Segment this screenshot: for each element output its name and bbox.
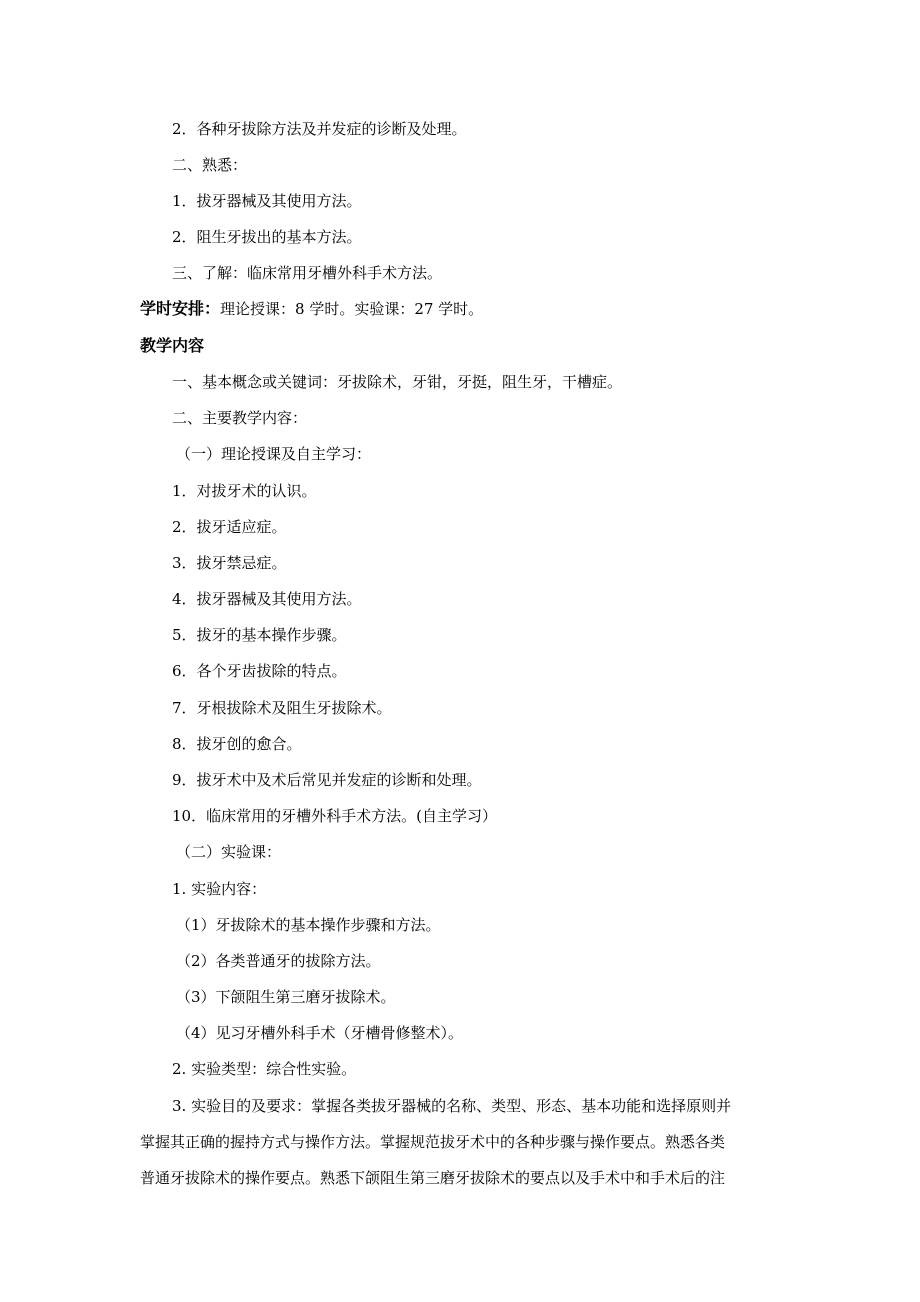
familiar-item-2: 2．阻生牙拔出的基本方法。 [172, 228, 362, 246]
theory-item-2: 2．拔牙适应症。 [172, 518, 287, 536]
theory-item-8: 8．拔牙创的愈合。 [172, 735, 302, 753]
theory-item-7: 7．牙根拔除术及阻生牙拔除术。 [172, 699, 392, 717]
theory-item-9: 9．拔牙术中及术后常见并发症的诊断和处理。 [172, 771, 482, 789]
lab-goal-line-3: 普通牙拔除术的操作要点。熟悉下颌阻生第三磨牙拔除术的要点以及手术中和手术后的注 [140, 1169, 726, 1187]
schedule-line [140, 299, 483, 319]
theory-item-4: 4．拔牙器械及其使用方法。 [172, 590, 362, 608]
lab-subheading: （二）实验课： [176, 843, 282, 861]
lab-content-heading: 1. 实验内容： [172, 880, 267, 898]
objective-item-2: 2．各种牙拔除方法及并发症的诊断及处理。 [172, 120, 467, 138]
section-title: 教学内容 [140, 336, 205, 355]
understand-heading: 三、了解：临床常用牙槽外科手术方法。 [172, 264, 443, 282]
lab-goal-line-2: 掌握其正确的握持方式与操作方法。掌握规范拔牙术中的各种步骤与操作要点。熟悉各类 [140, 1133, 726, 1151]
familiar-item-1: 1．拔牙器械及其使用方法。 [172, 192, 362, 210]
theory-item-10: 10．临床常用的牙槽外科手术方法。(自主学习） [172, 807, 497, 825]
familiar-heading: 二、熟悉： [172, 156, 248, 174]
theory-item-6: 6．各个牙齿拔除的特点。 [172, 662, 347, 680]
theory-item-1: 1．对拔牙术的认识。 [172, 482, 317, 500]
lab-type-line: 2. 实验类型：综合性实验。 [172, 1060, 357, 1078]
lab-item-3: （3）下颌阻生第三磨牙拔除术。 [176, 988, 396, 1006]
theory-item-5: 5．拔牙的基本操作步骤。 [172, 626, 347, 644]
schedule-text: 理论授课：8 学时。实验课：27 学时。 [220, 300, 484, 318]
lab-item-1: （1）牙拔除术的基本操作步骤和方法。 [176, 916, 441, 934]
main-content-heading: 二、主要教学内容： [172, 409, 308, 427]
theory-subheading: （一）理论授课及自主学习： [176, 445, 372, 463]
schedule-label: 学时安排： [140, 299, 221, 318]
lab-item-4: （4）见习牙槽外科手术（牙槽骨修整术）。 [176, 1024, 464, 1042]
lab-item-2: （2）各类普通牙的拔除方法。 [176, 952, 381, 970]
keywords-line: 一、基本概念或关键词：牙拔除术，牙钳，牙挺，阻生牙，干槽症。 [172, 373, 623, 391]
lab-goal-line-1: 3. 实验目的及要求：掌握各类拔牙器械的名称、类型、形态、基本功能和选择原则并 [172, 1097, 732, 1115]
theory-item-3: 3．拔牙禁忌症。 [172, 554, 287, 572]
